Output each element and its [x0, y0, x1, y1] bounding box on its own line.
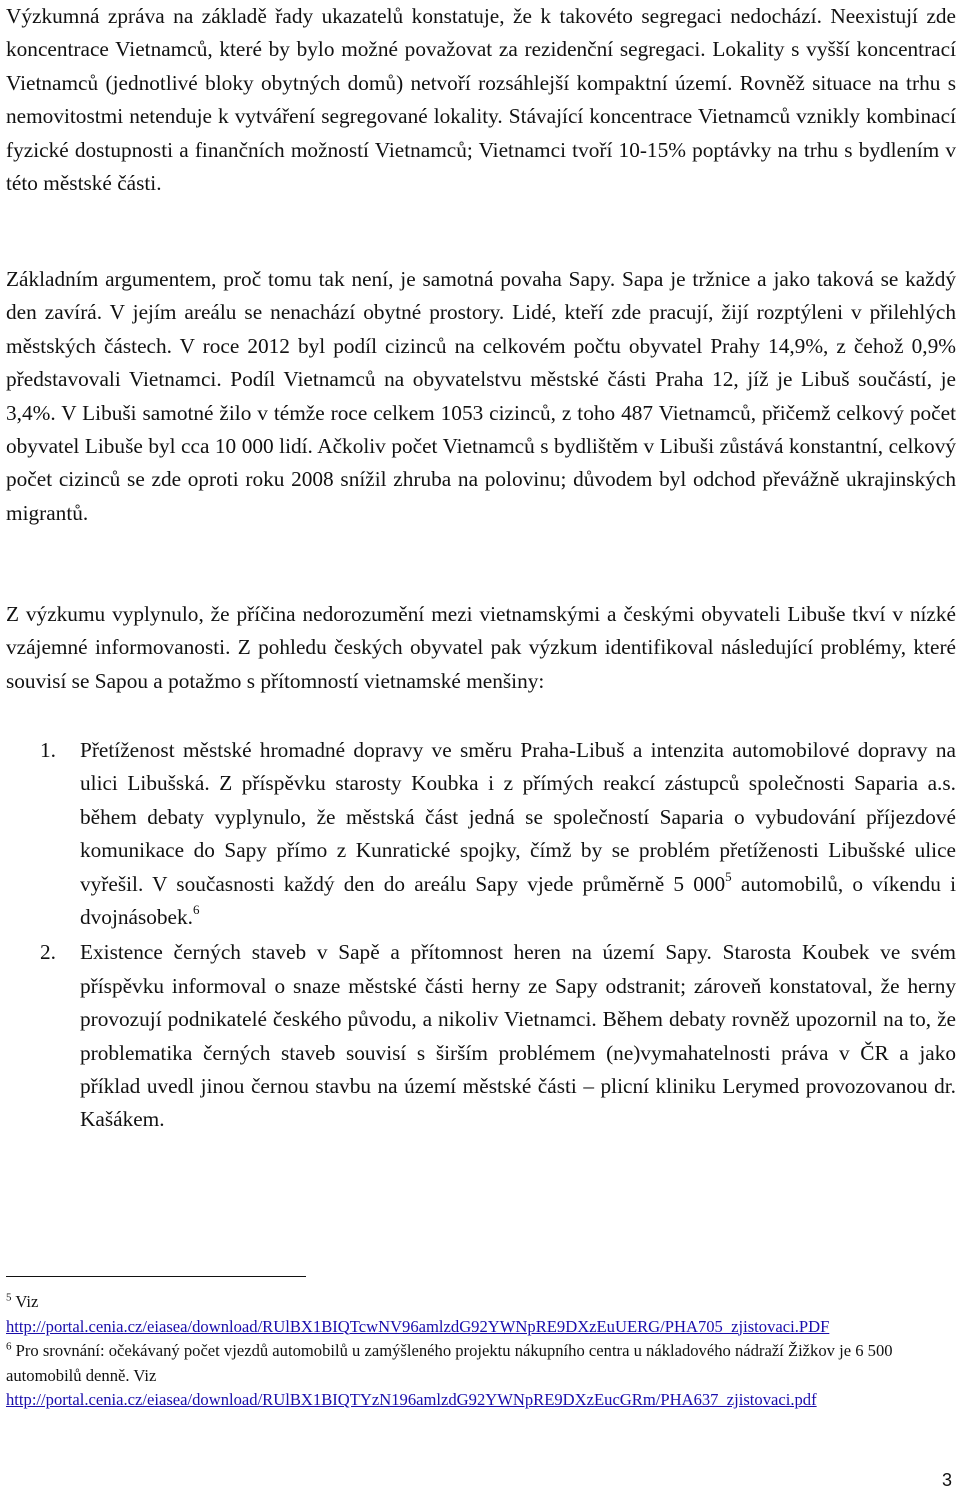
paragraph-research-findings: Z výzkumu vyplynulo, že příčina nedorozumění mezi vietnamskými a českými obyvateli Libuše tkví v nízké vzájemné informovanosti. Z pohledu českých obyvatel pak výzkum identifikoval následující problémy, které souvisí se Sapou a potažmo s přítomností vietnamské menšiny: — [6, 602, 956, 693]
footnote-divider — [6, 1276, 306, 1277]
footnote-link[interactable]: http://portal.cenia.cz/eiasea/download/RUlBX1BIQTcwNV96amlzdG92YWNpRE9DXzEuUERG/PHA705_zjistovaci.PDF — [6, 1316, 830, 1336]
footnote-5 — [6, 1290, 956, 1339]
list-item-text-cont: automobilů, o víkendu i dvojnásobek. — [80, 871, 957, 930]
footnote-text: Viz — [11, 1292, 39, 1311]
list-item — [6, 936, 956, 1136]
list-item-text: Přetíženost městské hromadné dopravy ve směru Praha-Libuš a intenzita automobilové dopravy na ulici Libušská. Z příspěvku starosty Koubka i z přímých reakcí zástupců společnosti Saparia a.s. během debaty vyplynulo, že městská část jedná se společností Saparia o vybudování příjezdové komunikace do Sapy přímo z Kunratické spojky, čímž by se problém přetíženosti Libušské ulice vyřešil. V současnosti každý den do areálu Sapy vjede průměrně 5 000 — [80, 738, 956, 896]
footnote-text: Pro srovnání: očekávaný počet vjezdů automobilů u zamýšleného projektu nákupního centra u nákladového nádraží Žižkov je 6 500 automobilů denně. Viz — [6, 1341, 893, 1385]
footnote-ref-6[interactable]: 6 — [192, 901, 200, 917]
footnote-number: 5 — [6, 1291, 12, 1304]
list-item-number: 2. — [40, 940, 56, 965]
page-number: 3 — [941, 1470, 952, 1490]
list-item-text: Existence černých staveb v Sapě a přítomnost heren na území Sapy. Starosta Koubek ve svém příspěvku informoval o snaze městské části herny ze Sapy odstranit; zároveň konstatoval, že herny provozují podnikatelé českého původu, a nikoliv Vietnamci. Během debaty rovněž upozornil na to, že problematika černých staveb souvisí s širším problémem (ne)vymahatelnosti práva v ČR a jako příklad uvedl jinou černou stavbu na území městské části – plicní kliniku Lerymed provozovanou dr. Kašákem. — [80, 940, 956, 1132]
paragraph-segregation: Výzkumná zpráva na základě řady ukazatelů konstatuje, že k takovéto segregaci nedochází. Neexistují zde koncentrace Vietnamců, které by bylo možné považovat za rezidenční segregaci. Lokality s vyšší koncentrací Vietnamců (jednotlivé bloky obytných domů) netvoří rozsáhlejší kompaktní území. Rovněž situace na trhu s nemovitostmi netenduje k vytváření segregované lokality. Stávající koncentrace Vietnamců vznikly kombinací fyzické dostupnosti a finančních možností Vietnamců; Vietnamci tvoří 10-15% poptávky na trhu s bydlením v této městské části. — [6, 4, 956, 196]
footnote-6 — [6, 1339, 956, 1413]
paragraph-sapa-market: Základním argumentem, proč tomu tak není, je samotná povaha Sapy. Sapa je tržnice a jako taková se každý den zavírá. V jejím areálu se nenachází obytné prostory. Lidé, kteří zde pracují, žijí rozptýleni v přilehlých městských částech. V roce 2012 byl podíl cizinců na celkovém počtu obyvatel Prahy 14,9%, z čehož 0,9% představovali Vietnamci. Podíl Vietnamců na obyvatelstvu městské části Praha 12, jíž je Libuš součástí, je 3,4%. V Libuši samotné žilo v témže roce celkem 1053 cizinců, z toho 487 Vietnamců, přičemž celkový počet obyvatel Libuše byl cca 10 000 lidí. Ačkoliv počet Vietnamců s bydlištěm v Libuši zůstává konstantní, celkový počet cizinců se zde oproti roku 2008 snížil zhruba na polovinu; důvodem byl odchod převážně ukrajinských migrantů. — [6, 267, 956, 525]
footnote-number: 6 — [6, 1340, 12, 1353]
list-item — [6, 734, 956, 934]
problems-list — [6, 734, 956, 1137]
list-item-number: 1. — [40, 738, 56, 762]
footnotes — [6, 1290, 956, 1413]
footnote-ref-5[interactable]: 5 — [725, 868, 732, 884]
footnote-link[interactable]: http://portal.cenia.cz/eiasea/download/RUlBX1BIQTYzN196amlzdG92YWNpRE9DXzEucGRm/PHA637_zjistovaci.pdf — [6, 1390, 817, 1409]
